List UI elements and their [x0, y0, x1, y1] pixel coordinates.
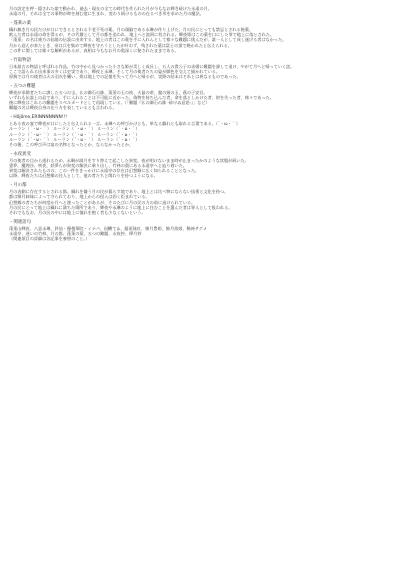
- section-paragraph: 月から迎えが来たとき、帝は兵を集めて輝夜を守ろうとしたが叶わず、残された薬は富士の頂で焼かれたと伝えられる。: [9, 42, 232, 48]
- section-paragraph: 霊夢、魔理沙、咲夜、妖夢らが異変の解決に乗り出し、竹林の奥にある永遠亭へと辿り着いた。: [9, 162, 187, 168]
- section-hourai-elixir: [9, 21, 393, 53]
- section-paragraph: 以降、輝夜たちは幻想郷の住人として、他の者たちと関わりを持つようになる。: [9, 173, 158, 179]
- intro: [9, 6, 393, 17]
- section-paragraph: 都は綿月姉妹によって守られており、地上からの侵入は固く拒まれている。: [9, 194, 150, 200]
- ascii-art-line: ルーラン（´・ω・｀） ルーラン（´・ω・｀） ルーラン（´・ω・｀）: [9, 136, 140, 142]
- section-heading: ・関連語句: [9, 219, 31, 225]
- section-paragraph: 月の民にとって地上は穢れに満ちた場所であり、輝夜や永琳のように地上に住むことを選んだ者は罪人として扱われる。: [9, 204, 233, 210]
- section-heading: ・蓬莱の薬: [9, 20, 31, 26]
- section-paragraph: 「蓬莱」の名は東方の仙境の伝説に由来する。地上の者はこの薬を手に入れんとして様々な難題に挑んだが、誰一人として成し遂げる者はなかった。: [9, 37, 287, 43]
- ascii-art-line: ルーラン（´・ω・｀） ルーラン（´・ω・｀） ルーラン（´・ω・｀）: [9, 131, 140, 137]
- section-paragraph: （関連項目の詳細は各記事を参照のこと。）: [9, 236, 90, 242]
- section-paragraph: その後、この呼び声は宴の名物となったとか、ならなかったとか。: [9, 142, 134, 148]
- section-paragraph: 幻想郷の者たちが何度か月へと渡ったことがあるが、そのたびに月の民の力の前に退けられている。: [9, 199, 196, 205]
- section-paragraph: 原典では月の使者は天の羽衣を纏い、姫は地上での記憶を失って月へと帰るが、実際の結末はそれとは異なるものであった。: [9, 74, 241, 80]
- section-paragraph: ここで語られる出来事の多くは史実であり、輝夜と永琳、そして月の使者たちの姿が脚色を交えて描かれている。: [9, 68, 221, 74]
- section-paragraph: 輝夜が求婚者たちに課した五つの宝。仏の御石の鉢、蓬莱の玉の枝、火鼠の裘、龍の頸の玉、燕の子安貝。: [9, 89, 208, 95]
- section-paragraph: とある夜の宴で輝夜が口にしたと伝えられる一言。永琳への呼びかけとも、単なる戯れとも取れる言葉である。（´・ω・｀）: [9, 121, 240, 127]
- section-heading: ・月の都: [9, 183, 27, 189]
- section-heading: ・竹取物語: [9, 57, 31, 63]
- section-imperishable-night-incident: [9, 152, 393, 179]
- section-paragraph: 月の表側に存在するとされる都。穢れを嫌う月の民が暮らす地であり、地上とは比べ物にならない技術と文化を持つ。: [9, 189, 229, 195]
- section-paragraph: 穢れ無き月の民だけが口にできるとされる不老不死の薬。月の頭脳である永琳が作り上げた、月の民にとっても禁忌とされる秘薬。: [9, 26, 254, 32]
- section-paragraph: 蓬莱山輝夜、八意永琳、鈴仙・優曇華院・イナバ、因幡てゐ、藤原妹紅、綿月豊姫、綿月依姫、稀神サグメ: [9, 225, 207, 231]
- section-paragraph: 永遠亭、迷いの竹林、月の都、蓬莱の薬、五つの難題、永夜抄、儚月抄: [9, 230, 142, 236]
- section-paragraph: 月の使者の目から逃れるため、永琳が満月をすり替えて起こした異変。夜が明けないまま時が止まったかのような状態が続いた。: [9, 157, 249, 163]
- section-paragraph: この件に関しては様々な解釈があるが、真相は今もなお月の奥深くに秘されたままである。: [9, 47, 179, 53]
- section-lunar-capital: [9, 183, 393, 215]
- section-related-terms: [9, 220, 393, 242]
- section-paragraph: いずれも伝説上の品であり、手に入れることは不可能に近かった。偽物を持ち込んだ者、命を落としかけた者、財を失った者、様々であった。: [9, 94, 274, 100]
- section-paragraph: それでもなお、月の民の中には地上に憧れを抱く者も少なくないという。: [9, 210, 146, 216]
- section-taketori: [9, 58, 393, 80]
- intro-paragraph: 月の設定を押 - 隠された楽で動かれ、過去・現在の全ての時代を作られた月が今もなお輝き続けた永遠の月。: [9, 6, 212, 11]
- intro-paragraph: 永遠の月、それは全ての事物が時を刻む度に生まれ、変わり続けるものの在るべき形を求めた月の魔法。: [9, 11, 204, 17]
- section-five-impossible-requests: [9, 84, 393, 111]
- ascii-art-line: ルーラン（´・ω・｀） ルーラン（´・ω・｀） ルーラン（´・ω・｀）: [9, 126, 140, 132]
- section-heading: ・五つの難題: [9, 83, 36, 89]
- section-heading: ・永夜異変: [9, 151, 31, 157]
- section-paragraph: 日本最古の物語と呼ばれる作品。竹の中から見つかった小さな姫が美しく成長し、五人の貴公子の求婚に難題を課して退け、やがて月へと帰っていく話。: [9, 63, 295, 69]
- section-hojome-erin: [9, 115, 393, 147]
- section-heading: ・Hôjôme,ERINNNNNNN!!!: [9, 115, 68, 121]
- section-paragraph: 異変は解決されたものの、この一件をきっかけに永遠亭の存在は幻想郷に広く知られることとなった。: [9, 168, 200, 174]
- section-paragraph: 難題の名は輝夜自身の在り方を表しているとも言われる。: [9, 105, 117, 111]
- section-paragraph: 飲んだ者は永遠の命を得るが、その代償として月の都を追われ、地上へと流刑に処される。輝夜姫はこの薬を口にした罪で地上に落とされた。: [9, 32, 275, 38]
- section-paragraph: 後に輝夜はこれらの難題をスペルカードとして再現している。（「難題『仏の御石の鉢 -砕けぬ意思-』」など）: [9, 100, 210, 106]
